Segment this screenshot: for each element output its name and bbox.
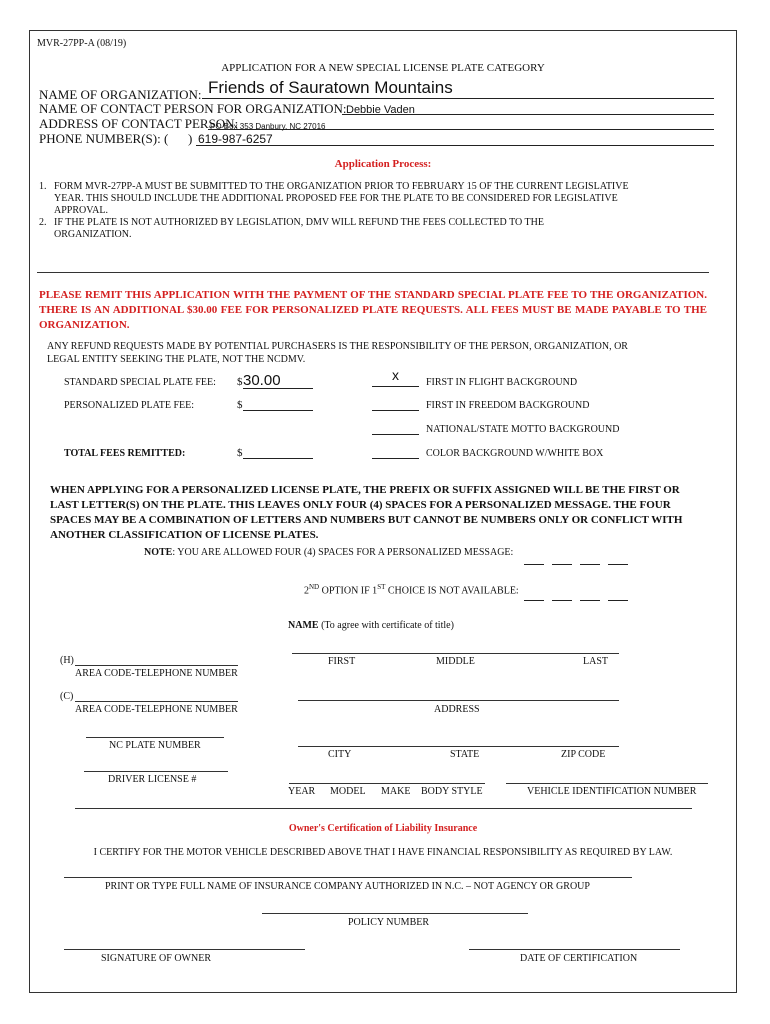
standard-fee-value: 30.00: [243, 372, 281, 389]
cell-phone-caption: AREA CODE-TELEPHONE NUMBER: [75, 704, 238, 715]
last-caption: LAST: [583, 656, 608, 667]
address-caption: ADDRESS: [434, 704, 480, 715]
process-item2-num: 2.: [39, 217, 47, 228]
standard-fee-dollar: $: [237, 376, 243, 388]
message-char-1[interactable]: [524, 554, 544, 565]
name-heading: [288, 620, 454, 631]
contact-value: Debbie Vaden: [346, 104, 415, 116]
divider-2: [75, 808, 692, 809]
refund-notice: ANY REFUND REQUESTS MADE BY POTENTIAL PURCHASERS IS THE RESPONSIBILITY OF THE PERSON, ORGANIZATION, OR LEGAL ENTITY SEEKING THE PLATE, NOT THE NCDMV.: [47, 341, 628, 365]
address-value: PO Box 353 Danbury, NC 27016: [210, 122, 326, 131]
plate-number-caption: NC PLATE NUMBER: [109, 740, 201, 751]
note-text: : YOU ARE ALLOWED FOUR (4) SPACES FOR A PERSONALIZED MESSAGE:: [172, 547, 514, 558]
divider: [37, 272, 709, 273]
signature-line[interactable]: [64, 949, 305, 950]
vehicle-line[interactable]: [289, 783, 485, 784]
option2-char-3[interactable]: [580, 590, 600, 601]
message-char-2[interactable]: [552, 554, 572, 565]
color-label: COLOR BACKGROUND W/WHITE BOX: [426, 448, 604, 459]
middle-caption: MIDDLE: [436, 656, 475, 667]
license-caption: DRIVER LICENSE #: [108, 774, 197, 785]
phone-value: 619-987-6257: [198, 132, 273, 146]
insurance-company-line[interactable]: [64, 877, 632, 878]
signature-caption: SIGNATURE OF OWNER: [101, 953, 211, 964]
second-option-sup2: ST: [377, 583, 386, 591]
first-caption: FIRST: [328, 656, 356, 667]
policy-number-line[interactable]: [262, 913, 528, 914]
address-field[interactable]: [208, 116, 714, 130]
contact-field[interactable]: [342, 100, 714, 115]
plate-number-line[interactable]: [86, 737, 224, 738]
insurance-certify: I CERTIFY FOR THE MOTOR VEHICLE DESCRIBED ABOVE THAT I HAVE FINANCIAL RESPONSIBILITY AS REQUIRED BY LAW.: [93, 847, 673, 858]
personalized-fee-dollar: $: [237, 399, 243, 411]
vin-line[interactable]: [506, 783, 708, 784]
date-caption: DATE OF CERTIFICATION: [520, 953, 638, 964]
flight-checkbox[interactable]: [372, 367, 419, 387]
total-fees-field[interactable]: [243, 447, 313, 459]
insurance-heading: Owner's Certification of Liability Insurance: [288, 823, 478, 834]
policy-number-caption: POLICY NUMBER: [348, 917, 430, 928]
city-line[interactable]: [298, 746, 619, 747]
personalized-fee-label: PERSONALIZED PLATE FEE:: [64, 400, 194, 411]
city-caption: CITY: [328, 749, 352, 760]
note-label: NOTE: [144, 547, 173, 558]
standard-fee-label: STANDARD SPECIAL PLATE FEE:: [64, 377, 216, 388]
total-fees-label: TOTAL FEES REMITTED:: [64, 448, 186, 459]
personalized-fee-field[interactable]: [243, 399, 313, 411]
option2-char-2[interactable]: [552, 590, 572, 601]
org-label: NAME OF ORGANIZATION:: [39, 87, 202, 102]
message-boxes-1: [524, 547, 628, 565]
note-line: [144, 547, 513, 558]
vin-caption: VEHICLE IDENTIFICATION NUMBER: [527, 786, 697, 797]
name-hint: (To agree with certificate of title): [318, 620, 454, 631]
model-caption: MODEL: [330, 786, 366, 797]
process-item2: IF THE PLATE IS NOT AUTHORIZED BY LEGISLATION, DMV WILL REFUND THE FEES COLLECTED TO THE ORGANIZATION.: [54, 217, 544, 240]
form-title: APPLICATION FOR A NEW SPECIAL LICENSE PLATE CATEGORY: [221, 62, 545, 74]
org-value: Friends of Sauratown Mountains: [208, 78, 453, 97]
standard-fee-field[interactable]: [243, 372, 313, 389]
name-line[interactable]: [292, 653, 619, 654]
message-char-3[interactable]: [580, 554, 600, 565]
message-char-4[interactable]: [608, 554, 628, 565]
org-field[interactable]: [202, 78, 714, 99]
home-phone-prefix: (H): [60, 655, 74, 666]
process-item1: FORM MVR-27PP-A MUST BE SUBMITTED TO THE ORGANIZATION PRIOR TO FEBRUARY 15 OF THE CURRENT LEGISLATIVE YEAR. THIS SHOULD INCLUDE THE ADDITIONAL PROPOSED FEE FOR THE PLATE TO BE CONSIDERED FOR LEGISLATIVE APPROVAL.: [54, 181, 629, 216]
phone-field[interactable]: [196, 130, 714, 146]
process-heading: Application Process:: [334, 158, 432, 170]
contact-label: NAME OF CONTACT PERSON FOR ORGANIZATION:: [39, 101, 347, 116]
date-line[interactable]: [469, 949, 680, 950]
personalized-notice: WHEN APPLYING FOR A PERSONALIZED LICENSE PLATE, THE PREFIX OR SUFFIX ASSIGNED WILL BE THE FIRST OR LAST LETTER(S) ON THE PLATE. THIS LEAVES ONLY FOUR (4) SPACES FOR A PERSONALIZED MESSAGE. THE FOUR SPACES MAY BE A COMBINATION OF LETTERS AND NUMBERS BUT CANNOT BE NUMBERS ONLY OR CONFLICT WITH ANOTHER CLASSIFICATION OF LICENSE PLATES.: [50, 484, 683, 541]
name-label: NAME: [288, 620, 319, 631]
freedom-label: FIRST IN FREEDOM BACKGROUND: [426, 400, 590, 411]
second-option-post: CHOICE IS NOT AVAILABLE:: [385, 585, 519, 597]
color-checkbox[interactable]: [372, 447, 419, 459]
license-line[interactable]: [84, 771, 228, 772]
second-option-mid: OPTION IF 1: [319, 585, 378, 597]
process-item1-num: 1.: [39, 181, 47, 192]
body-style-caption: BODY STYLE: [421, 786, 483, 797]
total-fees-dollar: $: [237, 447, 243, 459]
zip-caption: ZIP CODE: [561, 749, 606, 760]
second-option-sup: ND: [309, 583, 320, 591]
remit-notice: PLEASE REMIT THIS APPLICATION WITH THE PAYMENT OF THE STANDARD SPECIAL PLATE FEE TO THE ORGANIZATION. THERE IS AN ADDITIONAL $30.00 FEE FOR PERSONALIZED PLATE REQUESTS. ALL FEES MUST BE MADE PAYABLE TO THE ORGANIZATION.: [39, 289, 707, 331]
second-option-line: [304, 583, 519, 596]
home-phone-caption: AREA CODE-TELEPHONE NUMBER: [75, 668, 238, 679]
cell-phone-line[interactable]: [75, 701, 238, 702]
address-line[interactable]: [298, 700, 619, 701]
year-caption: YEAR: [288, 786, 316, 797]
option2-char-1[interactable]: [524, 590, 544, 601]
option2-char-4[interactable]: [608, 590, 628, 601]
state-caption: STATE: [450, 749, 480, 760]
second-option-num: 2: [304, 585, 309, 597]
phone-paren: ): [188, 131, 193, 146]
flight-mark: x: [392, 367, 399, 383]
address-label: ADDRESS OF CONTACT PERSON:: [39, 116, 239, 131]
insurance-company-caption: PRINT OR TYPE FULL NAME OF INSURANCE COMPANY AUTHORIZED IN N.C. – NOT AGENCY OR GROUP: [105, 881, 590, 892]
form-id: MVR-27PP-A (08/19): [37, 38, 127, 49]
home-phone-line[interactable]: [75, 665, 238, 666]
freedom-checkbox[interactable]: [372, 399, 419, 411]
motto-label: NATIONAL/STATE MOTTO BACKGROUND: [426, 424, 620, 435]
motto-checkbox[interactable]: [372, 423, 419, 435]
message-boxes-2: [524, 583, 628, 601]
phone-label: PHONE NUMBER(S): (: [39, 131, 169, 146]
make-caption: MAKE: [381, 786, 411, 797]
cell-phone-prefix: (C): [60, 691, 74, 702]
flight-label: FIRST IN FLIGHT BACKGROUND: [426, 377, 578, 388]
